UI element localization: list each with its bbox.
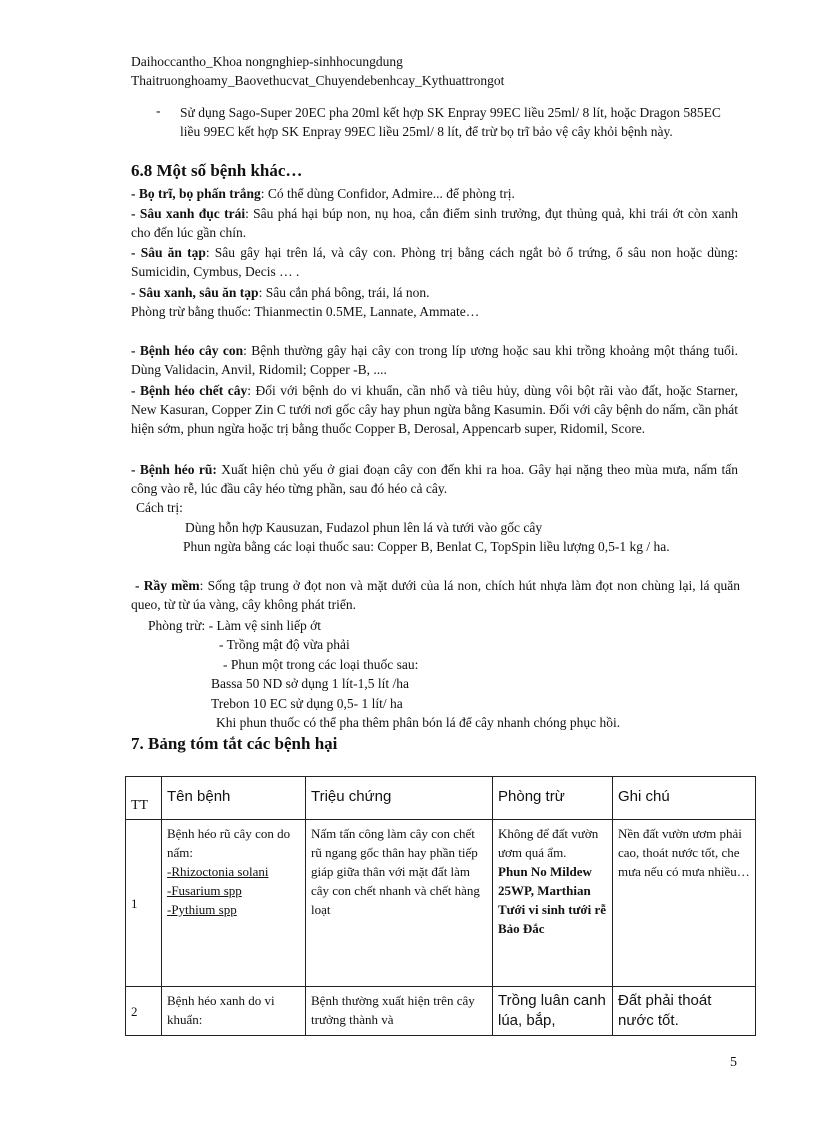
control-line-2: - Trồng mật độ vừa phải [219, 637, 350, 652]
aphid-text: : Sống tập trung ở đọt non và mặt dưới của lá non, chích hút nhựa làm đọt non chùng lại, lá quăn queo, từ từ úa vàng, cây không phát triển. [131, 578, 740, 612]
control-line-1: Phòng trừ: - Làm vệ sinh liếp ớt [148, 618, 322, 633]
control-spray: Phun No Mildew 25WP, Marthian [498, 864, 592, 898]
disease-wilt [131, 460, 738, 498]
table-row [126, 820, 756, 987]
drug-bassa: Bassa 50 ND sở dụng 1 lít-1,5 lít /ha [211, 676, 410, 691]
intro-bullet-text: Sử dụng Sago-Super 20EC pha 20ml kết hợp SK Enpray 99EC liều 25ml/ 8 lít, hoặc Dragon 585EC liều 99EC kết hợp SK Enpray 99EC liều 25ml/ 8 lít, để trừ bọ trĩ bảo vệ cây khỏi bệnh này. [180, 105, 721, 139]
pathogen-fusarium: -Fusarium spp [167, 883, 242, 898]
header-line-1: Daihoccantho_Khoa nongnghiep-sinhhocungdung [131, 54, 403, 69]
pest-label: - Sâu ăn tạp [131, 245, 206, 260]
control-intro: Không để đất vườn ươm quá ẩm. [498, 826, 599, 860]
pest-text: : Có thể dùng Confidor, Admire... để phòng trị. [260, 186, 515, 201]
cell-control: Trồng luân canh lúa, bắp, [493, 987, 613, 1036]
disease-text: : Bệnh thường gây hại cây con trong líp ương hoặc sau khi trồng khoảng một tháng tuổi. Dùng Validacin, Anvil, Ridomil; Copper -B, .... [131, 343, 738, 377]
pest-label: - Bọ trĩ, bọ phấn trắng [131, 186, 261, 201]
disease-summary-table [125, 776, 756, 1036]
cell-notes: Nền đất vườn ươm phải cao, thoát nước tốt, che mưa nếu có mưa nhiều… [613, 820, 756, 987]
pest-item-fruit-borer [131, 204, 738, 242]
disease-name-intro: Bệnh héo rũ cây con do nấm: [167, 826, 291, 860]
col-header-notes: Ghi chú [613, 777, 756, 820]
pest-label: - Sâu xanh, sâu ăn tạp [131, 285, 259, 300]
disease-damping-off [131, 341, 738, 379]
col-header-name: Tên bệnh [162, 777, 306, 820]
col-header-tt: TT [126, 777, 162, 820]
control-line-3: - Phun một trong các loại thuốc sau: [223, 657, 419, 672]
header-line-2: Thaitruonghoamy_Baovethucvat_Chuyendebenhcay_Kythuattrongot [131, 73, 505, 88]
pest-text: : Sâu gây hại trên lá, và cây con. Phòng trị bằng cách ngắt bỏ ổ trứng, ổ sâu non hoặc dùng: Sumicidin, Cymbus, Decis … . [131, 245, 738, 279]
drug-note: Khi phun thuốc có thể pha thêm phân bón lá để cây nhanh chóng phục hồi. [216, 715, 621, 730]
cach-tri-1: Dùng hỗn hợp Kausuzan, Fudazol phun lên lá và tưới vào gốc cây [185, 520, 543, 535]
table-header-row [126, 777, 756, 820]
disease-wilt-death [131, 381, 738, 438]
section-7-title: 7. Bảng tóm tắt các bệnh hại [131, 734, 338, 753]
row-number: 2 [126, 987, 162, 1036]
disease-label: - Bệnh héo rũ: [131, 462, 217, 477]
aphid-label: - Rầy mềm [135, 578, 200, 593]
pest-item-green-worm [131, 283, 738, 302]
pest-text: : Sâu cắn phá bông, trái, lá non. [258, 285, 430, 300]
disease-text: : Đối với bệnh do vi khuẩn, cần nhổ và tiêu hủy, dùng vôi bột rãi vào đất, hoặc Starner, New Kasuran, Copper Zin C tưới nơi gốc cây hay phun ngừa bằng Kasumin. Đối với cây bệnh do nấm, cần phát hiện sớm, phun ngừa hoặc trị bằng thuốc Copper B, Derosal, Appencarb super, Ridomil, Score. [131, 383, 738, 436]
pest-label: - Sâu xanh đục trái [131, 206, 246, 221]
disease-label: - Bệnh héo cây con [131, 343, 244, 358]
cach-tri-2: Phun ngừa bằng các loại thuốc sau: Copper B, Benlat C, TopSpin liều lượng 0,5-1 kg / ha. [183, 539, 670, 554]
pest-item-cutworm [131, 243, 738, 281]
bullet-marker: - [156, 103, 161, 118]
table-row [126, 987, 756, 1036]
cell-symptoms: Nấm tấn công làm cây con chết rũ ngang gốc thân hay phần tiếp giáp giữa thân với mặt đất làm cây con chết nhanh và chết hàng loạt [306, 820, 493, 987]
disease-label: - Bệnh héo chết cây [131, 383, 248, 398]
pest-text: : Sâu phá hại búp non, nụ hoa, cắn điểm sinh trưởng, đụt thủng quả, khi trái ớt còn xanh cho đến lúc gần chín. [131, 206, 738, 240]
section-6-8-title: 6.8 Một số bệnh khác… [131, 161, 303, 180]
col-header-symptoms: Triệu chứng [306, 777, 493, 820]
cell-disease-name [162, 820, 306, 987]
row-number: 1 [126, 820, 162, 987]
drug-trebon: Trebon 10 EC sử dụng 0,5- 1 lít/ ha [211, 696, 403, 711]
cell-control [493, 820, 613, 987]
col-header-control: Phòng trừ [493, 777, 613, 820]
pathogen-rhizoctonia: -Rhizoctonia solani [167, 864, 269, 879]
cell-disease-name: Bệnh héo xanh do vi khuẩn: [162, 987, 306, 1036]
aphid-item [131, 576, 740, 614]
disease-text: Xuất hiện chủ yếu ở giai đoạn cây con đến khi ra hoa. Gây hại nặng theo mùa mưa, nấm tấn công vào rễ, lúc đầu cây héo từng phần, sau đó héo cả cây. [131, 462, 738, 496]
cell-symptoms: Bệnh thường xuất hiện trên cây trưởng thành và [306, 987, 493, 1036]
treatment-line: Phòng trừ bằng thuốc: Thianmectin 0.5ME, Lannate, Ammate… [131, 304, 480, 319]
cell-notes: Đất phải thoát nước tốt. [613, 987, 756, 1036]
cach-tri-label: Cách trị: [136, 500, 183, 515]
page-number: 5 [730, 1055, 737, 1070]
pest-item-thrips [131, 184, 738, 203]
pathogen-pythium: -Pythium spp [167, 902, 237, 917]
control-bio: Tưới vi sinh tưới rễ Bảo Đắc [498, 902, 607, 936]
